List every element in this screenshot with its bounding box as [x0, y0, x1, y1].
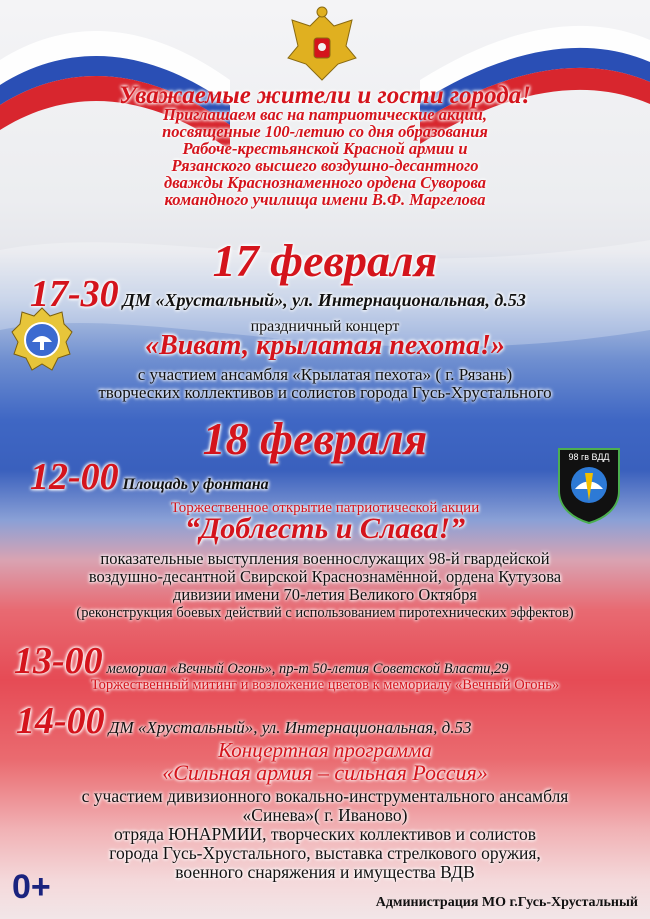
event-1730-row — [30, 275, 526, 313]
date-18-february: 18 февраля — [202, 413, 428, 464]
detail-line: отряда ЮНАРМИИ, творческих коллективов и солистов — [114, 824, 536, 844]
event-venue: Площадь у фонтана — [122, 476, 269, 493]
event-time: 14-00 — [16, 700, 105, 742]
rally-subtitle: Торжественный митинг и возложение цветов к мемориалу «Вечный Огонь» — [90, 677, 560, 693]
program-type: Концертная программа — [218, 738, 432, 762]
event-venue: мемориал «Вечный Огонь», пр-т 50-летия Советской Власти,29 — [106, 661, 509, 677]
event-time: 12-00 — [30, 456, 119, 498]
detail-line: «Синева»( г. Иваново) — [242, 805, 408, 825]
event-venue: ДМ «Хрустальный», ул. Интернациональная, д.53 — [122, 290, 526, 310]
detail-line: с участием ансамбля «Крылатая пехота» ( г. Рязань) — [137, 365, 513, 384]
program-title: «Сильная армия – сильная Россия» — [162, 760, 488, 785]
event-time: 17-30 — [30, 273, 119, 315]
intro-text — [60, 106, 590, 208]
detail-line: воздушно-десантной Свирской Краснознамённой, ордена Кутузова — [88, 567, 562, 586]
concert-details — [0, 366, 650, 402]
date-17-february: 17 февраля — [212, 235, 438, 286]
detail-line: (реконструкция боевых действий с использованием пиротехнических эффектов) — [76, 605, 574, 621]
detail-line: города Гусь-Хрустального, выставка стрелкового оружия, — [109, 843, 541, 863]
coat-of-arms-emblem — [282, 6, 362, 84]
ceremony-details — [0, 550, 650, 622]
event-1300-row — [14, 642, 509, 680]
badge-label: 98 гв ВДД — [568, 452, 610, 462]
event-1400-row — [16, 702, 471, 740]
footer-organizer: Администрация МО г.Гусь-Хрустальный — [375, 895, 638, 910]
ceremony-title: “Доблесть и Слава!” — [184, 512, 466, 545]
detail-line: военного снаряжения и имущества ВДВ — [175, 862, 475, 882]
concert-type: праздничный концерт — [250, 318, 400, 335]
intro-line: Рабоче-крестьянской Красной армии и — [182, 139, 468, 158]
detail-line: показательные выступления военнослужащих 98-й гвардейской — [100, 549, 550, 568]
concert-title: «Виват, крылатая пехота!» — [145, 330, 505, 361]
detail-line: с участием дивизионного вокально-инструментального ансамбля — [81, 786, 569, 806]
greeting-heading: Уважаемые жители и гости города! — [119, 82, 531, 109]
detail-line: творческих коллективов и солистов города Гусь-Хрустального — [98, 383, 552, 402]
ceremony-subtitle: Торжественное открытие патриотической акции — [170, 500, 480, 516]
intro-line: командного училища имени В.Ф. Маргелова — [164, 190, 486, 209]
age-rating-badge: 0+ — [12, 868, 51, 906]
program-details — [0, 787, 650, 882]
event-venue: ДМ «Хрустальный», ул. Интернациональная, д.53 — [108, 718, 472, 737]
detail-line: дивизии имени 70-летия Великого Октября — [173, 585, 477, 604]
intro-line: посвященные 100-летию со дня образования — [162, 122, 488, 141]
intro-line: Приглашаем вас на патриотические акции, — [163, 105, 487, 124]
intro-line: дважды Краснознаменного ордена Суворова — [164, 173, 486, 192]
intro-line: Рязанского высшего воздушно-десантного — [171, 156, 479, 175]
event-1200-row — [30, 458, 269, 496]
event-time: 13-00 — [14, 640, 103, 682]
